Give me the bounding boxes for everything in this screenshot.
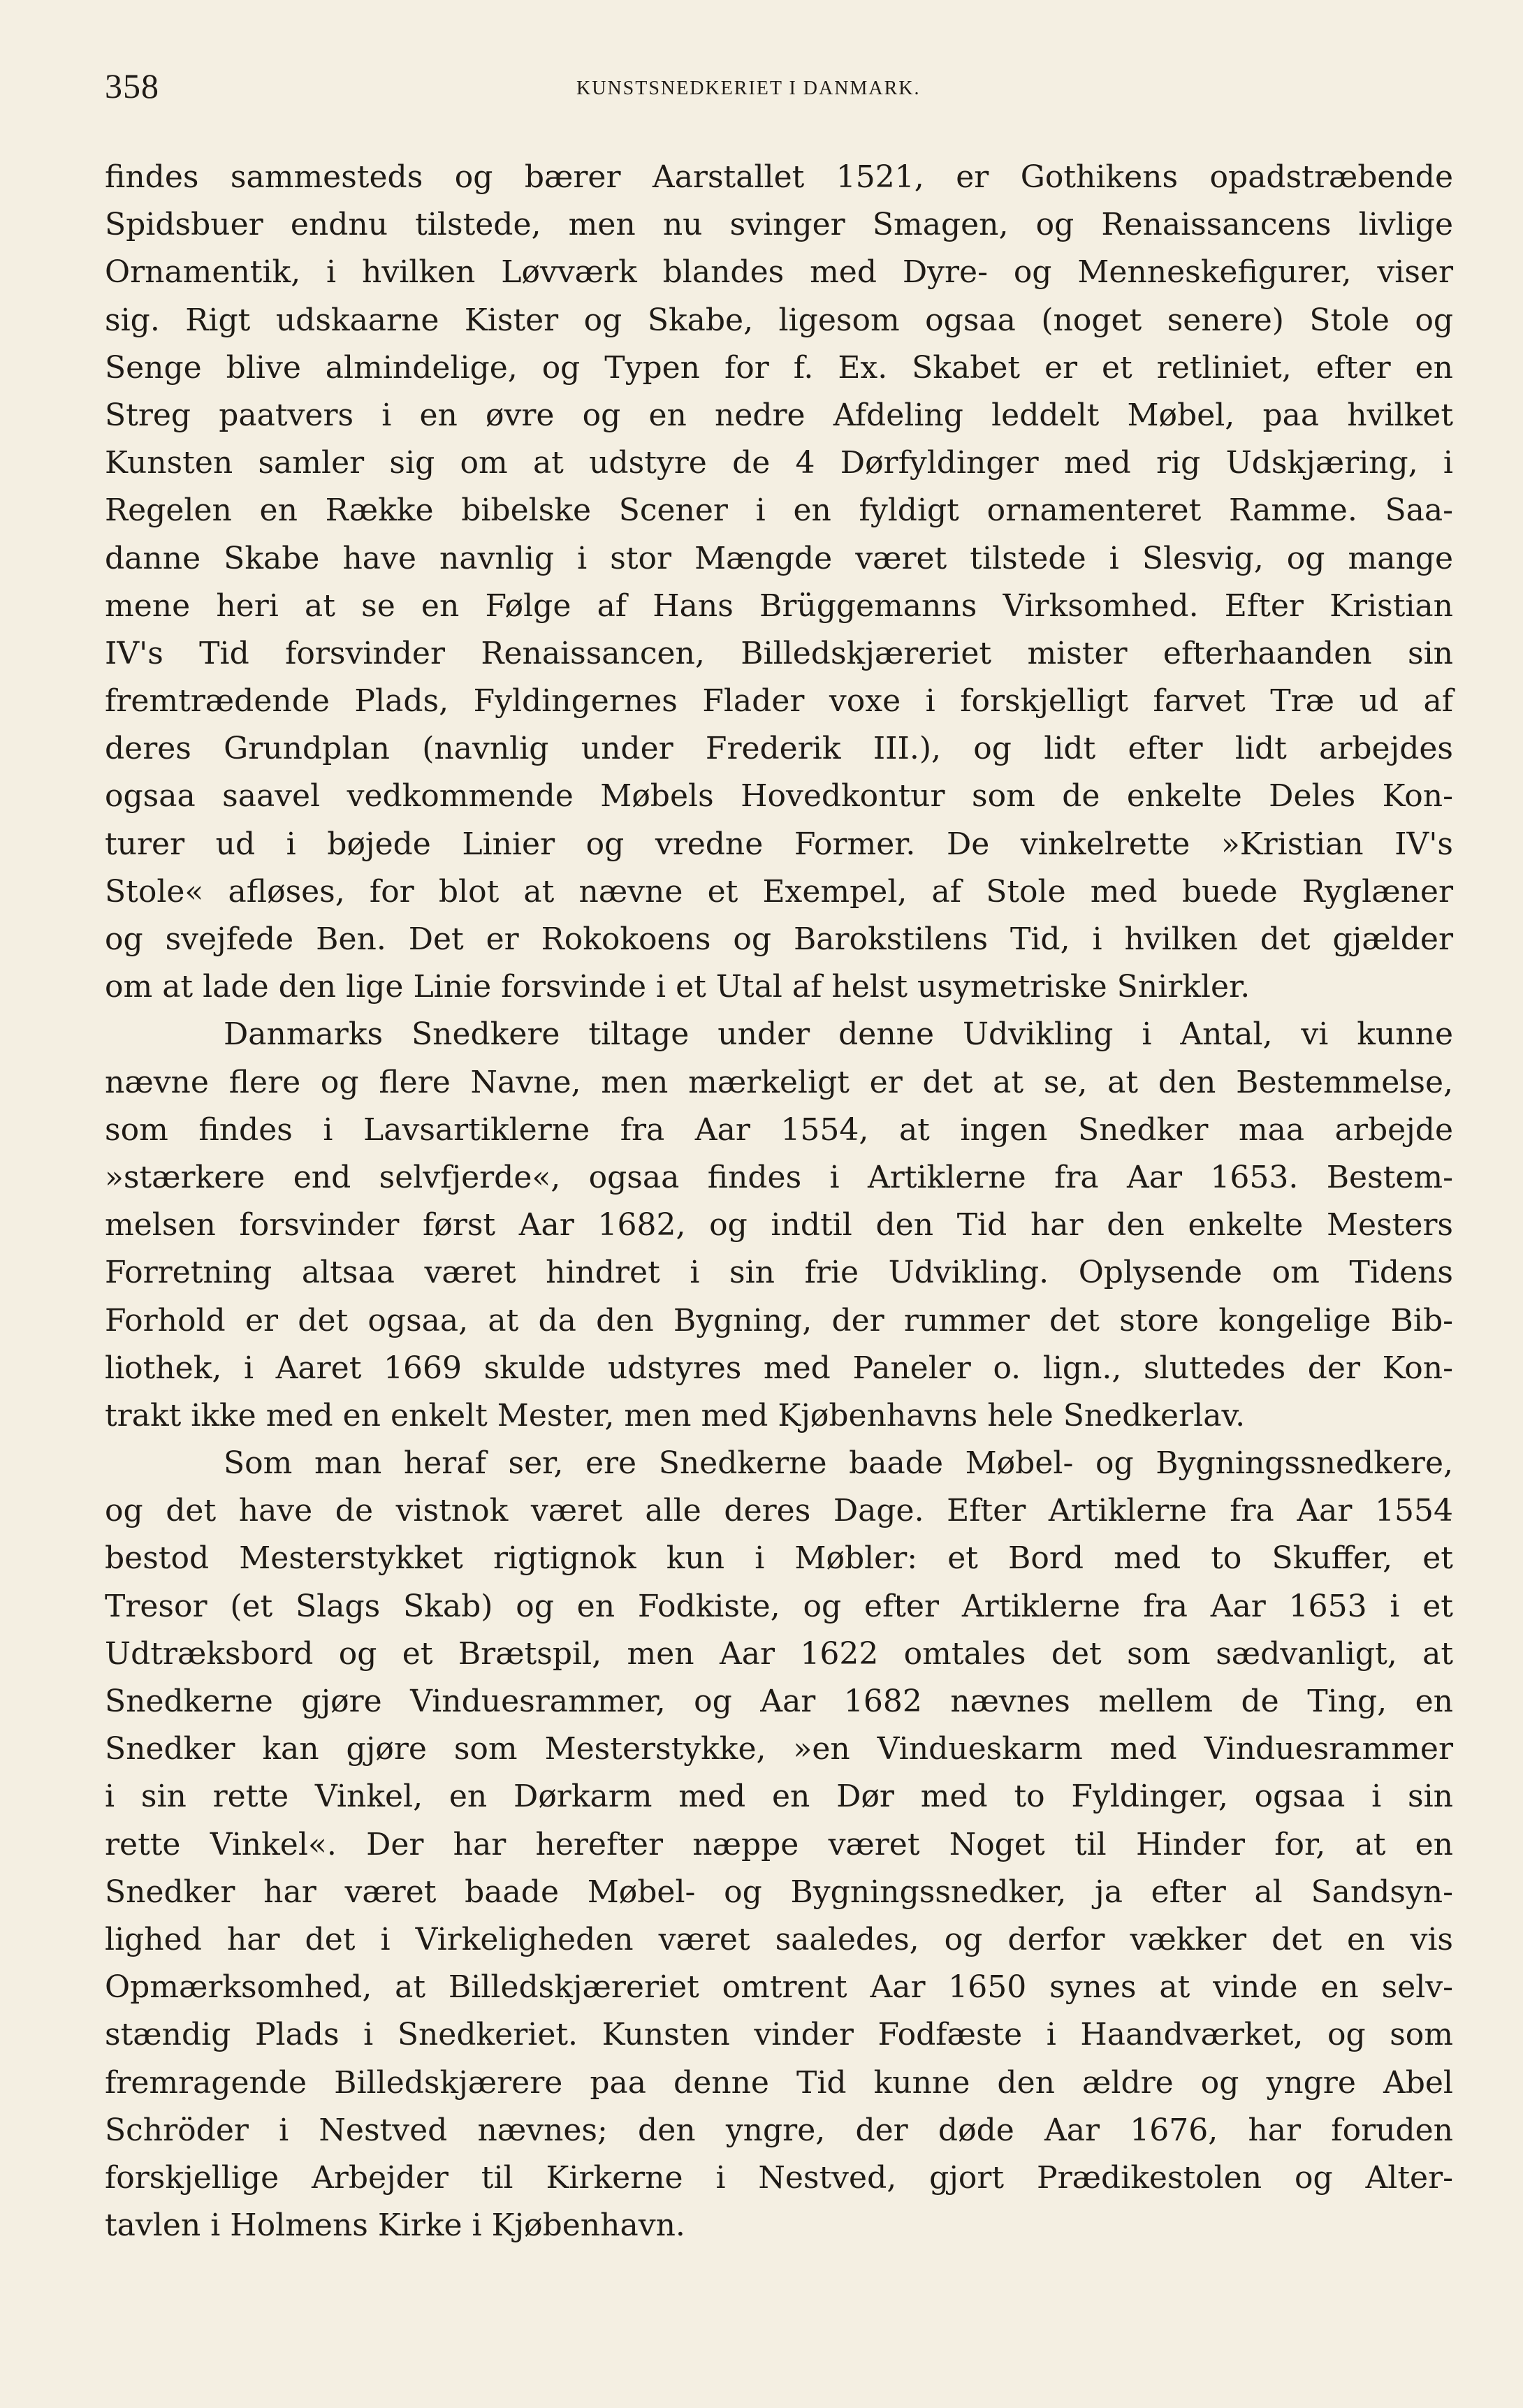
text-line: ogsaa saavel vedkommende Møbels Hovedkontur som de enkelte Deles Kon- [105, 778, 1453, 815]
text-line: findes sammesteds og bærer Aarstallet 1521, er Gothikens opadstræbende [105, 159, 1453, 195]
text-line: melsen forsvinder først Aar 1682, og indtil den Tid har den enkelte Mesters [105, 1207, 1453, 1243]
text-line: danne Skabe have navnlig i stor Mængde været tilstede i Slesvig, og mange [105, 540, 1453, 576]
text-line: liothek, i Aaret 1669 skulde udstyres med Paneler o. lign., sluttedes der Kon- [105, 1350, 1453, 1386]
text-line: og svejfede Ben. Det er Rokokoens og Barokstilens Tid, i hvilken det gjælder [105, 921, 1453, 957]
text-line: Stole« afløses, for blot at nævne et Exempel, af Stole med buede Ryglæner [105, 873, 1453, 910]
text-line: nævne flere og flere Navne, men mærkeligt er det at se, at den Bestemmelse, [105, 1064, 1453, 1100]
text-line: Snedker kan gjøre som Mesterstykke, »en Vindueskarm med Vinduesrammer [105, 1731, 1453, 1767]
body-text [105, 154, 1453, 2249]
text-line: forskjellige Arbejder til Kirkerne i Nestved, gjort Prædikestolen og Alter- [105, 2159, 1453, 2196]
text-line: Ornamentik, i hvilken Løvværk blandes med Dyre- og Menneskefigurer, viser [105, 254, 1453, 291]
text-line: bestod Mesterstykket rigtignok kun i Møbler: et Bord med to Skuffer, et [105, 1540, 1453, 1577]
running-head: KUNSTSNEDKERIET I DANMARK. [576, 78, 921, 99]
text-line: Regelen en Række bibelske Scener i en fyldigt ornamenteret Ramme. Saa- [105, 492, 1453, 529]
text-line: stændig Plads i Snedkeriet. Kunsten vinder Fodfæste i Haandværket, og som [105, 2017, 1453, 2053]
text-line: fremragende Billedskjærere paa denne Tid kunne den ældre og yngre Abel [105, 2064, 1453, 2101]
text-line: turer ud i bøjede Linier og vredne Former. De vinkelrette »Kristian IV's [105, 826, 1453, 862]
text-line: mene heri at se en Følge af Hans Brüggemanns Virksomhed. Efter Kristian [105, 588, 1453, 624]
text-line: deres Grundplan (navnlig under Frederik III.), og lidt efter lidt arbejdes [105, 731, 1453, 767]
text-line: Snedker har været baade Møbel- og Bygningssnedker, ja efter al Sandsyn- [105, 1874, 1453, 1910]
text-line: Forretning altsaa været hindret i sin frie Udvikling. Oplysende om Tidens [105, 1255, 1453, 1291]
text-line: sig. Rigt udskaarne Kister og Skabe, ligesom ogsaa (noget senere) Stole og [105, 302, 1453, 338]
paragraph-end-line: om at lade den lige Linie forsvinde i et Utal af helst usymetriske Snirkler. [105, 969, 1251, 1005]
text-line: Forhold er det ogsaa, at da den Bygning, der rummer det store kongelige Bib- [105, 1302, 1453, 1338]
text-line: Senge blive almindelige, og Typen for f. Ex. Skabet er et retliniet, efter en [105, 349, 1453, 386]
paragraph-end-line: tavlen i Holmens Kirke i Kjøbenhavn. [105, 2208, 685, 2244]
text-line: Streg paatvers i en øvre og en nedre Afdeling leddelt Møbel, paa hvilket [105, 397, 1453, 433]
text-line: fremtrædende Plads, Fyldingernes Flader voxe i forskjelligt farvet Træ ud af [105, 683, 1453, 720]
text-line: Kunsten samler sig om at udstyre de 4 Dørfyldinger med rig Udskjæring, i [105, 445, 1453, 481]
text-line: Udtræksbord og et Brætspil, men Aar 1622 omtales det som sædvanligt, at [105, 1635, 1453, 1672]
text-line: Opmærksomhed, at Billedskjæreriet omtrent Aar 1650 synes at vinde en selv- [105, 1969, 1453, 2006]
text-line: rette Vinkel«. Der har herefter næppe været Noget til Hinder for, at en [105, 1826, 1453, 1862]
text-line: og det have de vistnok været alle deres Dage. Efter Artiklerne fra Aar 1554 [105, 1493, 1453, 1529]
page-header [105, 63, 1453, 105]
text-line: IV's Tid forsvinder Renaissancen, Billedskjæreriet mister efterhaanden sin [105, 635, 1453, 671]
text-line: Tresor (et Slags Skab) og en Fodkiste, og efter Artiklerne fra Aar 1653 i et [105, 1588, 1453, 1624]
text-line: lighed har det i Virkeligheden været saaledes, og derfor vækker det en vis [105, 1921, 1453, 1957]
text-line: Snedkerne gjøre Vinduesrammer, og Aar 1682 nævnes mellem de Ting, en [105, 1684, 1453, 1719]
paragraph-first-line: Danmarks Snedkere tiltage under denne Udvikling i Antal, vi kunne [224, 1016, 1453, 1053]
paragraph-first-line: Som man heraf ser, ere Snedkerne baade Møbel- og Bygningssnedkere, [224, 1445, 1453, 1482]
text-line: som findes i Lavsartiklerne fra Aar 1554, at ingen Snedker maa arbejde [105, 1111, 1453, 1148]
text-line: »stærkere end selvfjerde«, ogsaa findes i Artiklerne fra Aar 1653. Bestem- [105, 1159, 1453, 1195]
paragraph-end-line: trakt ikke med en enkelt Mester, men med Kjøbenhavns hele Snedkerlav. [105, 1397, 1246, 1433]
text-line: i sin rette Vinkel, en Dørkarm med en Dør med to Fyldinger, ogsaa i sin [105, 1779, 1453, 1815]
page-number: 358 [105, 66, 159, 105]
text-line: Schröder i Nestved nævnes; den yngre, der døde Aar 1676, har foruden [105, 2112, 1453, 2148]
text-line: Spidsbuer endnu tilstede, men nu svinger Smagen, og Renaissancens livlige [105, 207, 1453, 243]
